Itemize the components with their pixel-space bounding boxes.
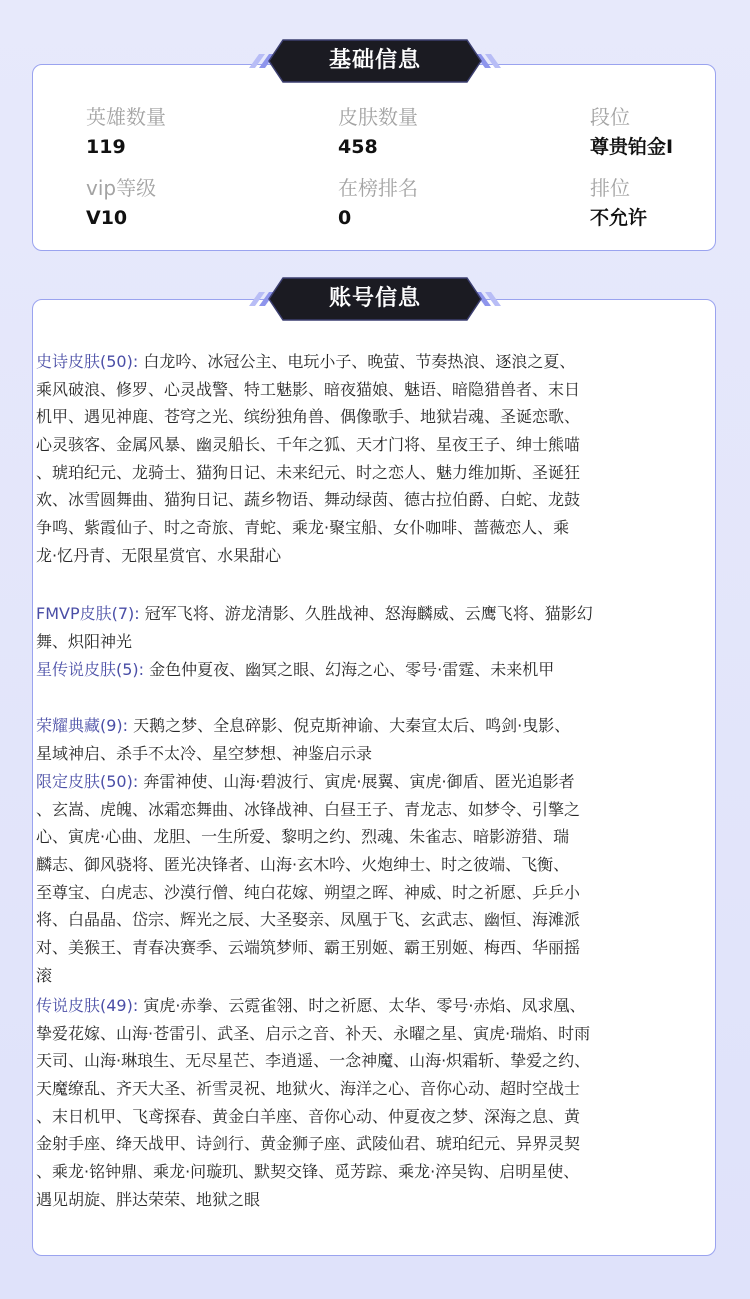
skin-list-text: 寅虎·赤拳、云霓雀翎、时之祈愿、太华、零号·赤焰、凤求凰、 xyxy=(138,996,586,1015)
skin-line: 、琥珀纪元、龙骑士、猫狗日记、未来纪元、时之恋人、魅力维加斯、圣诞狂 xyxy=(36,462,581,482)
skin-line: 遇见胡旋、胖达荣荣、地狱之眼 xyxy=(36,1189,261,1209)
stat-label: 皮肤数量 xyxy=(338,105,418,129)
skin-line: 滚 xyxy=(36,965,53,985)
skin-line: 舞、炽阳神光 xyxy=(36,631,133,651)
skin-line: 、乘龙·铭钟鼎、乘龙·问璇玑、默契交锋、觅芳踪、乘龙·淬吴钩、启明星使、 xyxy=(36,1162,580,1182)
skin-line: 、玄嵩、虎魄、冰霜恋舞曲、冰锋战神、白昼王子、青龙志、如梦令、引擎之 xyxy=(36,799,581,819)
stat-vip-level xyxy=(86,175,156,230)
basic-info-card xyxy=(32,64,716,251)
skin-line: 机甲、遇见神鹿、苍穹之光、缤纷独角兽、偶像歌手、地狱岩魂、圣诞恋歌、 xyxy=(36,407,581,427)
stat-label: 在榜排名 xyxy=(338,176,418,200)
skin-line: 麟志、御风骁将、匿光决锋者、山海·玄木吟、火炮绅士、时之彼端、飞衡、 xyxy=(36,855,570,875)
skin-line: 龙·忆丹青、无限星赏官、水果甜心 xyxy=(36,545,282,565)
stat-value: 不允许 xyxy=(590,207,648,229)
stat-label: vip等级 xyxy=(86,176,157,200)
skin-line: 将、白晶晶、岱宗、辉光之辰、大圣娶亲、凤凰于飞、玄武志、幽恒、海滩派 xyxy=(36,910,581,930)
stat-skin-count xyxy=(338,104,418,159)
skin-list-text: 奔雷神使、山海·碧波行、寅虎·展翼、寅虎·御盾、匿光追影者 xyxy=(138,772,575,791)
skin-line: 天司、山海·琳琅生、无尽星芒、李逍遥、一念神魔、山海·炽霜斩、挚爱之约、 xyxy=(36,1051,591,1071)
skin-line: 心、寅虎·心曲、龙胆、一生所爱、黎明之约、烈魂、朱雀志、暗影游猎、瑞 xyxy=(36,827,570,847)
skin-line: 天魔缭乱、齐天大圣、祈雪灵祝、地狱火、海洋之心、音你心动、超时空战士 xyxy=(36,1079,581,1099)
skin-list-text: 冠军飞将、游龙清影、久胜战神、怒海麟威、云鹰飞将、猫影幻 xyxy=(139,604,593,623)
stat-value: 119 xyxy=(86,136,126,158)
skin-line xyxy=(36,348,686,376)
skin-list-text: 白龙吟、冰冠公主、电玩小子、晚萤、节奏热浪、逐浪之夏、 xyxy=(138,352,576,371)
stat-rank-tier xyxy=(590,104,673,159)
stat-value: 458 xyxy=(338,136,378,158)
stat-ranked-play xyxy=(590,175,647,230)
skin-list-text: 天鹅之梦、全息碎影、倪克斯神谕、大秦宣太后、鸣剑·曳影、 xyxy=(128,716,571,735)
skin-category-label: FMVP皮肤(7): xyxy=(36,604,140,623)
skin-line: 至尊宝、白虎志、沙漠行僧、纯白花嫁、朔望之晖、神威、时之祈愿、乒乒小 xyxy=(36,882,581,902)
skin-line: 欢、冰雪圆舞曲、猫狗日记、蔬乡物语、舞动绿茵、德古拉伯爵、白蛇、龙鼓 xyxy=(36,490,581,510)
section-title: 账号信息 xyxy=(328,286,421,311)
stat-value: 尊贵铂金I xyxy=(590,136,674,158)
skin-list-text: 金色仲夏夜、幽冥之眼、幻海之心、零号·雷霆、未来机甲 xyxy=(144,660,555,679)
skin-line xyxy=(36,656,686,684)
stat-label: 段位 xyxy=(590,105,630,129)
skin-category-label: 史诗皮肤(50): xyxy=(36,352,139,371)
stat-value: V10 xyxy=(86,207,128,229)
skin-category-label: 荣耀典藏(9): xyxy=(36,716,129,735)
stat-value: 0 xyxy=(338,207,352,229)
stat-label: 排位 xyxy=(590,176,630,200)
skin-section-epic xyxy=(36,348,686,570)
skin-section-star-legend xyxy=(36,656,686,684)
section-title-banner xyxy=(245,38,505,84)
skin-line xyxy=(36,600,686,628)
skin-line: 乘风破浪、修罗、心灵战警、特工魅影、暗夜猫娘、魅语、暗隐猎兽者、末日 xyxy=(36,379,581,399)
section-title: 基础信息 xyxy=(328,48,421,73)
skin-line xyxy=(36,992,686,1020)
skin-category-label: 星传说皮肤(5): xyxy=(36,660,145,679)
skin-category-label: 传说皮肤(49): xyxy=(36,996,139,1015)
skin-line: 心灵骇客、金属风暴、幽灵船长、千年之狐、天才门将、星夜王子、绅士熊喵 xyxy=(36,435,581,455)
skin-section-collection xyxy=(36,712,686,767)
stat-label: 英雄数量 xyxy=(86,105,166,129)
skin-line: 星域神启、杀手不太冷、星空梦想、神鉴启示录 xyxy=(36,743,373,763)
skin-category-label: 限定皮肤(50): xyxy=(36,772,139,791)
skin-line: 金射手座、绛天战甲、诗剑行、黄金狮子座、武陵仙君、琥珀纪元、异界灵契 xyxy=(36,1134,581,1154)
skin-section-limited xyxy=(36,768,686,990)
skin-line xyxy=(36,712,686,740)
skin-section-legend xyxy=(36,992,686,1214)
stat-hero-count xyxy=(86,104,166,159)
skin-section-fmvp xyxy=(36,600,686,655)
section-title-banner xyxy=(245,276,505,322)
skin-line: 争鸣、紫霞仙子、时之奇旅、青蛇、乘龙·聚宝船、女仆咖啡、蔷薇恋人、乘 xyxy=(36,518,570,538)
skin-line: 对、美猴王、青春决赛季、云端筑梦师、霸王别姬、霸王别姬、梅西、华丽摇 xyxy=(36,938,581,958)
stat-leaderboard-rank xyxy=(338,175,418,230)
skin-line xyxy=(36,768,686,796)
skin-line: 、末日机甲、飞鸢探春、黄金白羊座、音你心动、仲夏夜之梦、深海之息、黄 xyxy=(36,1106,581,1126)
skin-line: 挚爱花嫁、山海·苍雷引、武圣、启示之音、补天、永曜之星、寅虎·瑞焰、时雨 xyxy=(36,1023,591,1043)
